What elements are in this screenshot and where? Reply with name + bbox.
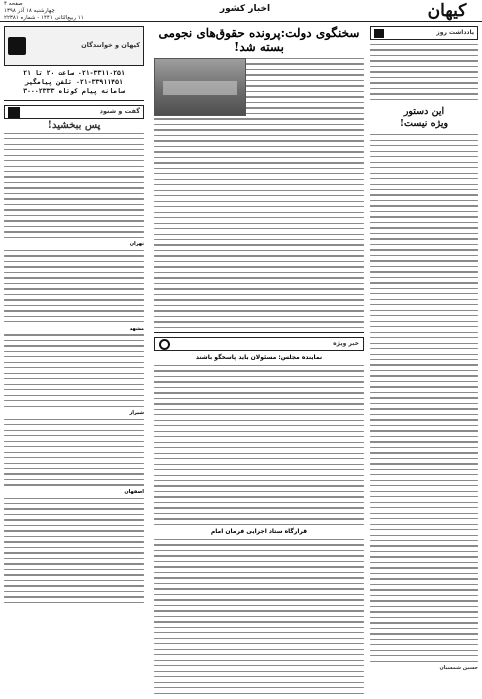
interview-label-box bbox=[4, 105, 144, 119]
editorial-text-body bbox=[370, 134, 478, 662]
editorial-label: یادداشت روز bbox=[436, 29, 474, 37]
readers-column bbox=[4, 26, 144, 694]
section-title: اخبار کشور bbox=[219, 4, 271, 14]
reader-item-title-1: تهران bbox=[129, 241, 144, 248]
reader-item-title-2: مشهد bbox=[129, 325, 144, 332]
editorial-title bbox=[370, 106, 478, 130]
special-news-label: خبر ویژه bbox=[333, 340, 359, 348]
issue-page-number: صفحه ۴ bbox=[4, 1, 23, 7]
reader-item-title-3: شیراز bbox=[129, 410, 144, 417]
reader-item-text-2 bbox=[4, 334, 144, 407]
editorial-label-box bbox=[370, 26, 478, 40]
phone-number-1: ۰۲۱-۳۳۱۱۰۲۵۱ ساعت ۲۰ تا ۲۱ bbox=[23, 69, 125, 77]
reader-item-text-1 bbox=[4, 250, 144, 323]
issue-number: ۱۱ ربیع‌الثانی ۱۴۴۱ - شماره ۲۲۳۸۱ bbox=[4, 15, 84, 21]
interview-title: پس ببخشید! bbox=[47, 120, 101, 131]
issue-info bbox=[4, 1, 124, 22]
editorial-column bbox=[370, 26, 478, 694]
swirl-icon bbox=[159, 339, 170, 350]
sub-story-text-2 bbox=[154, 539, 364, 694]
interview-label: گفت و شنود bbox=[99, 107, 140, 116]
news-photo bbox=[154, 58, 246, 116]
reader-item-text-3 bbox=[4, 419, 144, 486]
editorial-title-line-2: ویژه نیست! bbox=[399, 118, 449, 130]
section-divider bbox=[154, 332, 364, 333]
issue-date: چهارشنبه ۱۸ آذر ۱۳۹۸ bbox=[4, 8, 55, 14]
sms-number: سامانه پیام کوتاه ۳۰۰۰۲۳۳۳ bbox=[23, 87, 125, 95]
editorial-title-line-1: این دستور bbox=[403, 106, 445, 118]
editorial-text-top bbox=[370, 44, 478, 100]
phone-number-2: ۰۲۱-۳۳۹۱۱۴۵۱ تلفن پیامگیر bbox=[25, 78, 123, 86]
reader-item-title-4: اصفهان bbox=[124, 488, 144, 495]
readers-label: کیهان و خوانندگان bbox=[81, 41, 140, 50]
sub-headline-2: قرارگاه ستاد اجرایی فرمان امام bbox=[210, 528, 308, 536]
interview-icon bbox=[8, 107, 20, 118]
main-story-column bbox=[154, 26, 364, 694]
sub-story-text-1 bbox=[154, 365, 364, 525]
readers-divider bbox=[4, 100, 144, 101]
editorial-byline: حسین شمسیان bbox=[439, 665, 478, 672]
reader-item-text-4 bbox=[4, 498, 144, 604]
masthead-logo: کیهان bbox=[427, 1, 467, 21]
main-headline: سخنگوی دولت:پرونده حقوق‌های نجومی بسته شد! bbox=[158, 26, 360, 54]
readers-label-box bbox=[4, 26, 144, 66]
phone-block bbox=[4, 69, 144, 96]
page-header bbox=[0, 0, 482, 22]
special-news-label-box bbox=[154, 337, 364, 351]
sub-headline-1: نماینده مجلس: مسئولان باید پاسخگو باشند bbox=[195, 354, 323, 362]
phone-icon bbox=[8, 37, 26, 55]
pen-icon bbox=[374, 29, 384, 38]
interview-text bbox=[4, 133, 144, 239]
